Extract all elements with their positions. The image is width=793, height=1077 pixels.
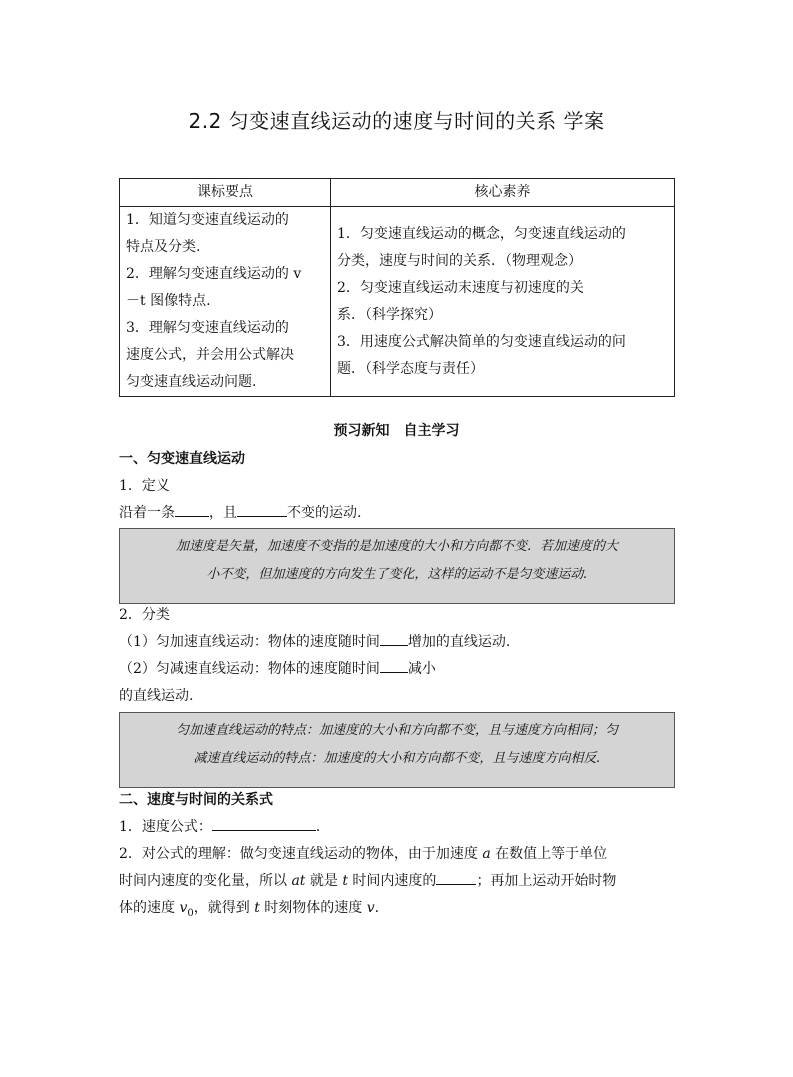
cell-line: －t 图像特点.: [126, 293, 211, 309]
part2-heading: 二、速度与时间的关系式: [119, 792, 273, 808]
subscript-0: 0: [187, 907, 194, 919]
symbol-v: v: [179, 900, 188, 916]
table-row: [120, 207, 675, 397]
header-literacy: 核心素养: [331, 179, 675, 207]
text-fragment: ，且: [209, 505, 237, 521]
cell-line: 3．理解匀变速直线运动的: [126, 320, 289, 336]
classification-decel-cont: 的直线运动.: [119, 688, 194, 704]
standards-table: [119, 178, 675, 397]
symbol-t: t: [254, 900, 260, 916]
literacy-cell: [331, 207, 675, 397]
cell-line: 速度公式，并会用公式解决: [126, 347, 294, 363]
note-line: 减速直线运动的特点：加速度的大小和方向都不变，且与速度方向相反.: [193, 751, 601, 766]
cell-line: 分类，速度与时间的关系．（物理观念）: [337, 252, 582, 269]
definition-line: [119, 499, 679, 527]
text-fragment: 不变的运动.: [287, 505, 362, 521]
symbol-at: at: [291, 873, 306, 889]
text-fragment: 时刻物体的速度: [259, 900, 367, 916]
explanation-line: [119, 840, 679, 868]
text-fragment: （1）匀加速直线运动：物体的速度随时间: [119, 634, 380, 650]
table-header-row: [120, 179, 675, 207]
cell-line: 系．（科学探究）: [337, 306, 442, 323]
classification-label: 2．分类: [119, 607, 170, 623]
text-fragment: .: [374, 900, 380, 916]
note-box-characteristics: [119, 712, 675, 788]
answer-blank[interactable]: [380, 656, 408, 673]
text-fragment: 增加的直线运动.: [407, 634, 511, 650]
cell-line: 匀变速直线运动问题.: [126, 374, 257, 390]
definition-label: 1．定义: [119, 478, 170, 494]
note-line: 小不变，但加速度的方向发生了变化，这样的运动不是匀变速运动.: [206, 567, 588, 582]
answer-blank[interactable]: [175, 500, 209, 517]
text-fragment: 时间内速度的: [347, 873, 437, 889]
part1-heading: 一、匀变速直线运动: [119, 451, 245, 467]
note-line: 加速度是矢量，加速度不变指的是加速度的大小和方向都不变．若加速度的大: [175, 539, 618, 554]
text-fragment: 体的速度: [119, 900, 180, 916]
text-fragment: （2）匀减速直线运动：物体的速度随时间: [119, 661, 380, 677]
answer-blank[interactable]: [436, 868, 476, 885]
answer-blank[interactable]: [212, 814, 316, 831]
cell-line: 题．（科学态度与责任）: [337, 360, 484, 377]
cell-line: 1．匀变速直线运动的概念，匀变速直线运动的: [337, 225, 626, 242]
explanation-line: [119, 867, 679, 895]
symbol-t: t: [342, 873, 348, 889]
formula-line: [119, 813, 679, 841]
cell-line: 1．知道匀变速直线运动的: [126, 212, 289, 228]
standards-cell: [120, 207, 331, 397]
text-fragment: .: [315, 819, 321, 835]
answer-blank[interactable]: [380, 629, 408, 646]
cell-line: 2．匀变速直线运动末速度与初速度的关: [337, 279, 584, 296]
text-fragment: 2．对公式的理解：做匀变速直线运动的物体，由于加速度: [119, 846, 483, 862]
cell-line: 特点及分类.: [126, 239, 201, 255]
text-fragment: 1．速度公式：: [119, 819, 212, 835]
section-title: 预习新知 自主学习: [333, 423, 460, 439]
note-box-acceleration: [119, 528, 675, 604]
text-fragment: ，就得到: [193, 900, 255, 916]
answer-blank[interactable]: [237, 500, 287, 517]
cell-line: 3．用速度公式解决简单的匀变速直线运动的问: [337, 333, 626, 350]
text-fragment: 在数值上等于单位: [490, 846, 608, 862]
classification-uniform-accel: [119, 628, 679, 656]
text-fragment: 沿着一条: [119, 505, 175, 521]
text-fragment: 时间内速度的变化量，所以: [119, 873, 292, 889]
classification-uniform-decel: [119, 655, 679, 683]
page-title: 2.2 匀变速直线运动的速度与时间的关系 学案: [188, 109, 605, 133]
text-fragment: 减小: [407, 661, 436, 677]
text-fragment: ；再加上运动开始时物: [476, 873, 617, 889]
note-line: 匀加速直线运动的特点：加速度的大小和方向都不变，且与速度方向相同；匀: [175, 723, 618, 738]
symbol-a: a: [482, 846, 491, 862]
text-fragment: 就是: [305, 873, 343, 889]
explanation-line: [119, 894, 679, 928]
cell-line: 2．理解匀变速直线运动的 v: [126, 266, 302, 282]
header-standards: 课标要点: [120, 179, 331, 207]
symbol-v: v: [366, 900, 375, 916]
